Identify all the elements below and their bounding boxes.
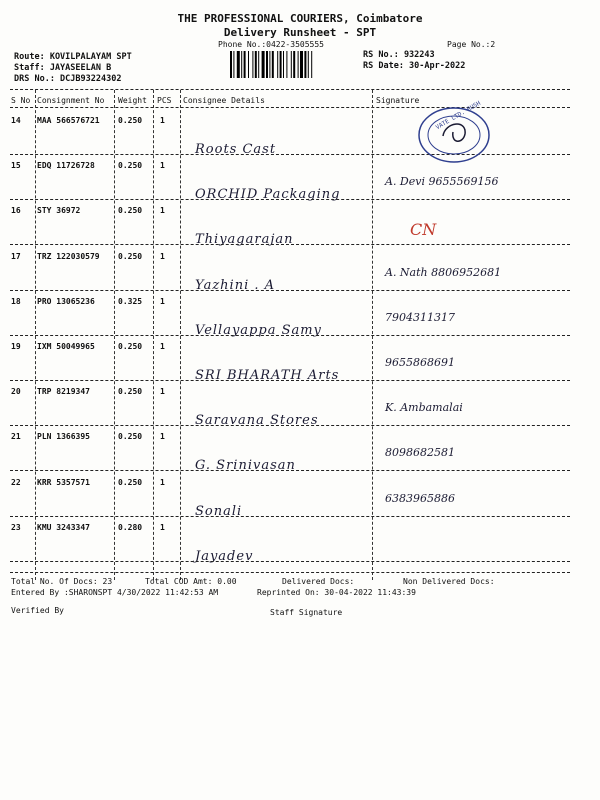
row-sno: 19 — [11, 342, 21, 351]
row-signature-handwritten: 9655868691 — [385, 356, 455, 369]
row-pcs: 1 — [160, 296, 165, 306]
row-signature-handwritten: K. Ambamalai — [385, 401, 463, 415]
staff-signature-label: Staff Signature — [270, 608, 343, 617]
row-signature-handwritten: CN — [410, 220, 437, 240]
route: Route: KOVILPALAYAM SPT — [14, 52, 132, 62]
rs-number: RS No.: 932243 — [363, 50, 435, 60]
company-title: THE PROFESSIONAL COURIERS, Coimbatore — [177, 12, 423, 25]
row-sno: 20 — [11, 387, 21, 397]
row-pcs: 1 — [160, 251, 165, 261]
row-consignee-handwritten: ORCHID Packaging — [195, 187, 341, 203]
staff-name: Staff: JAYASEELAN B — [14, 63, 112, 73]
row-sno: 18 — [11, 296, 21, 306]
row-consignment-no: PRO 13065236 — [37, 296, 95, 306]
row-consignment-no: MAA 566576721 — [37, 116, 100, 125]
row-pcs: 1 — [160, 522, 165, 532]
row-consignment-no: KRR 5357571 — [37, 477, 90, 487]
total-docs: Total No. Of Docs: 23 — [11, 577, 113, 586]
row-weight: 0.250 — [118, 432, 143, 442]
entered-by: Entered By :SHARONSPT 4/30/2022 11:42:53 AM — [11, 588, 219, 597]
row-pcs: 1 — [160, 342, 165, 351]
page-number: Page No.:2 — [447, 40, 496, 49]
col-sno: S No — [11, 96, 31, 105]
row-sno: 16 — [11, 206, 21, 216]
runsheet-subtitle: Delivery Runsheet - SPT — [223, 26, 377, 39]
row-weight: 0.325 — [118, 296, 143, 306]
row-consignment-no: PLN 1366395 — [37, 432, 90, 442]
row-sno: 23 — [11, 522, 21, 532]
row-consignment-no: TRP 8219347 — [37, 387, 90, 397]
row-sno: 22 — [11, 477, 21, 487]
row-signature-handwritten: A. Devi 9655569156 — [385, 175, 499, 189]
non-delivered-docs: Non Delivered Docs: — [403, 577, 495, 586]
verified-by: Verified By — [11, 606, 64, 615]
row-weight: 0.280 — [118, 522, 143, 532]
row-pcs: 1 — [160, 477, 165, 487]
row-signature-handwritten: 6383965886 — [385, 491, 455, 505]
row-weight: 0.250 — [118, 116, 143, 125]
row-sno: 15 — [11, 161, 21, 171]
row-pcs: 1 — [160, 206, 165, 216]
col-signature: Signature — [376, 96, 420, 105]
row-consignee-handwritten: Jayadev — [195, 548, 254, 564]
row-signature-handwritten: 7904311317 — [385, 310, 455, 324]
row-consignee-handwritten: Saravana Stores — [195, 413, 319, 429]
row-pcs: 1 — [160, 116, 165, 125]
row-consignment-no: EDQ 11726728 — [37, 161, 95, 171]
delivered-docs: Delivered Docs: — [282, 577, 355, 586]
row-signature-handwritten: 8098682581 — [385, 446, 455, 460]
row-weight: 0.250 — [118, 206, 143, 216]
row-consignee-handwritten: Yazhini . A — [195, 277, 276, 293]
col-pcs: PCS — [157, 96, 172, 105]
row-consignee-handwritten: G. Srinivasan — [195, 458, 296, 474]
rs-date: RS Date: 30-Apr-2022 — [363, 61, 466, 71]
row-sno: 21 — [11, 432, 21, 442]
row-signature-handwritten: A. Nath 8806952681 — [385, 265, 502, 279]
reprinted-on: Reprinted On: 30-04-2022 11:43:39 — [257, 588, 416, 597]
row-weight: 0.250 — [118, 387, 143, 397]
row-pcs: 1 — [160, 387, 165, 397]
row-pcs: 1 — [160, 161, 165, 171]
col-consignment: Consignment No — [37, 96, 105, 105]
drs-number: DRS No.: DCJB93224302 — [14, 74, 122, 84]
row-consignee-handwritten: Thiyagarajan — [195, 232, 294, 248]
phone-number: Phone No.:0422-3505555 — [218, 40, 324, 49]
barcode — [230, 51, 350, 78]
row-consignee-handwritten: Sonali — [195, 503, 243, 519]
row-weight: 0.250 — [118, 477, 143, 487]
row-consignment-no: IXM 50049965 — [37, 342, 95, 351]
row-consignee-handwritten: Vellayappa Samy — [195, 322, 322, 338]
row-pcs: 1 — [160, 432, 165, 442]
row-weight: 0.250 — [118, 251, 143, 261]
row-consignee-handwritten: SRI BHARATH Arts — [195, 368, 340, 383]
col-weight: Weight — [118, 96, 147, 105]
row-consignment-no: KMU 3243347 — [37, 522, 90, 532]
stamp-text: VATE LTD. RUSH — [434, 99, 482, 132]
row-weight: 0.250 — [118, 161, 143, 171]
total-cod: Total COD Amt: 0.00 — [145, 577, 237, 586]
col-consignee: Consignee Details — [183, 96, 265, 105]
row-consignment-no: STY 36972 — [37, 206, 81, 216]
row-weight: 0.250 — [118, 342, 143, 351]
row-consignment-no: TRZ 122030579 — [37, 251, 100, 261]
row-sno: 17 — [11, 251, 21, 261]
row-consignee-handwritten: Roots Cast — [195, 142, 277, 157]
row-sno: 14 — [11, 116, 21, 125]
